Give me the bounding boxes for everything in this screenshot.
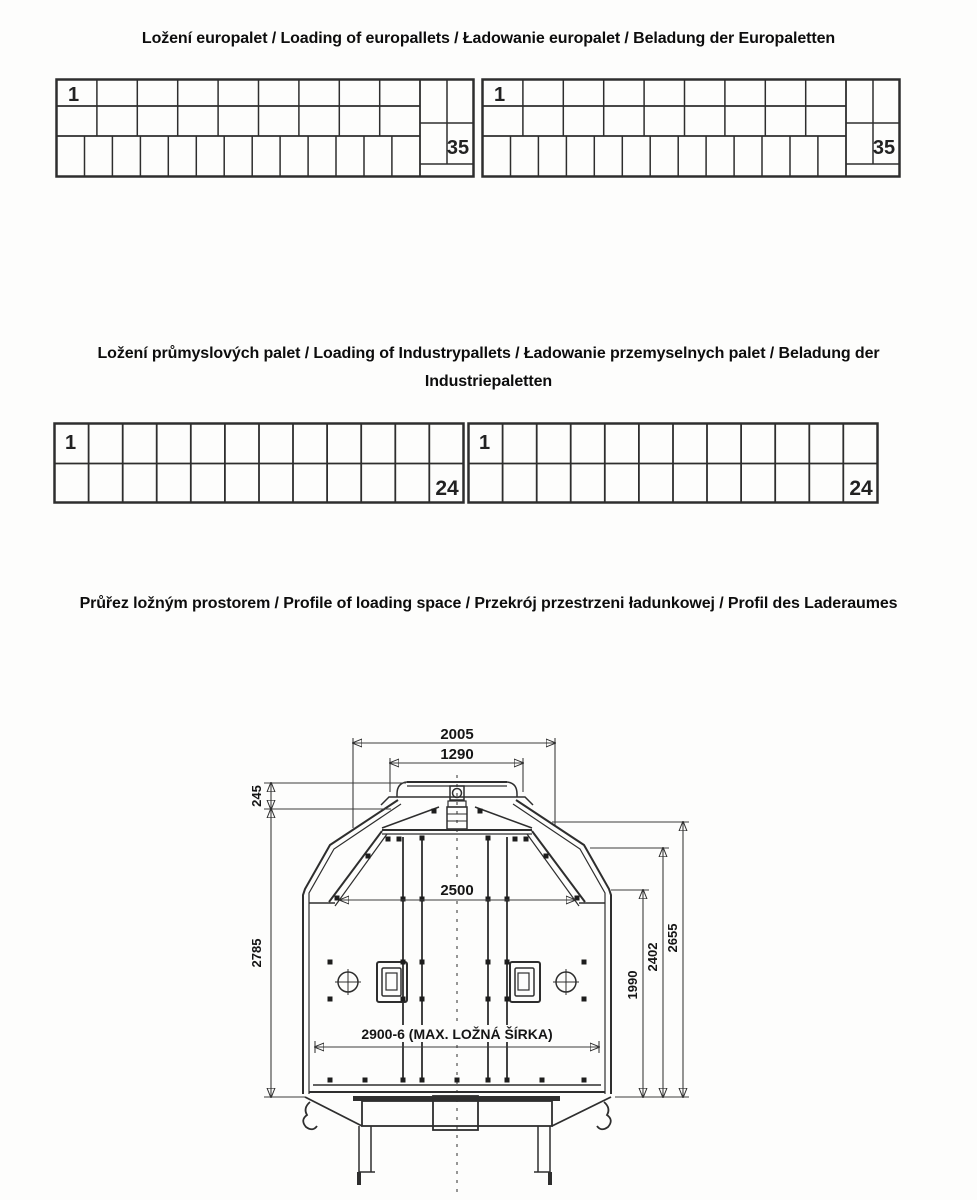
dim-mid-height: 2402	[645, 942, 660, 972]
industrial-first-number: 1	[65, 432, 77, 454]
dim-hatch-width: 1290	[440, 746, 474, 763]
europallet-first-number: 1	[68, 84, 80, 106]
wagon-cross-section-drawing	[225, 695, 715, 1200]
dim-roof-offset: 245	[249, 785, 264, 807]
dim-total-height: 2655	[665, 923, 680, 953]
europallet-first-number: 1	[494, 84, 506, 106]
europallet-last-number: 35	[872, 137, 896, 159]
dim-max-loading-width: 2900-6 (MAX. LOŽNÁ ŠÍRKA)	[361, 1026, 553, 1042]
europallets-title: Ložení europalet / Loading of europallets / Ładowanie europalet / Beladung der Europaletten	[141, 30, 836, 47]
industrial-loading-grid-left	[53, 422, 465, 504]
dim-wall-height: 1990	[625, 970, 640, 1000]
dim-left-height: 2785	[249, 938, 264, 968]
dimension-lines	[264, 738, 689, 1097]
industrial-last-number: 24	[849, 477, 873, 500]
dim-roof-width: 2005	[440, 726, 474, 743]
side-step-hook-right	[597, 1102, 611, 1129]
industrial-last-number: 24	[435, 477, 459, 500]
europallet-loading-grid-left	[55, 78, 475, 178]
industrial-title-line1: Ložení průmyslových palet / Loading of Industrypallets / Ładowanie przemyselnych palet / Beladung der	[97, 345, 880, 362]
industrial-loading-grid-right	[467, 422, 879, 504]
europallet-loading-grid-right	[481, 78, 901, 178]
europallet-last-number: 35	[446, 137, 470, 159]
industrial-first-number: 1	[479, 432, 491, 454]
dim-inner-width: 2500	[440, 882, 474, 899]
industrial-title-line2: Industriepaletten	[424, 373, 553, 390]
profile-title: Průřez ložným prostorem / Profile of loading space / Przekrój przestrzeni ładunkowej / Profil des Laderaumes	[79, 595, 898, 612]
side-step-hook-left	[303, 1102, 317, 1129]
